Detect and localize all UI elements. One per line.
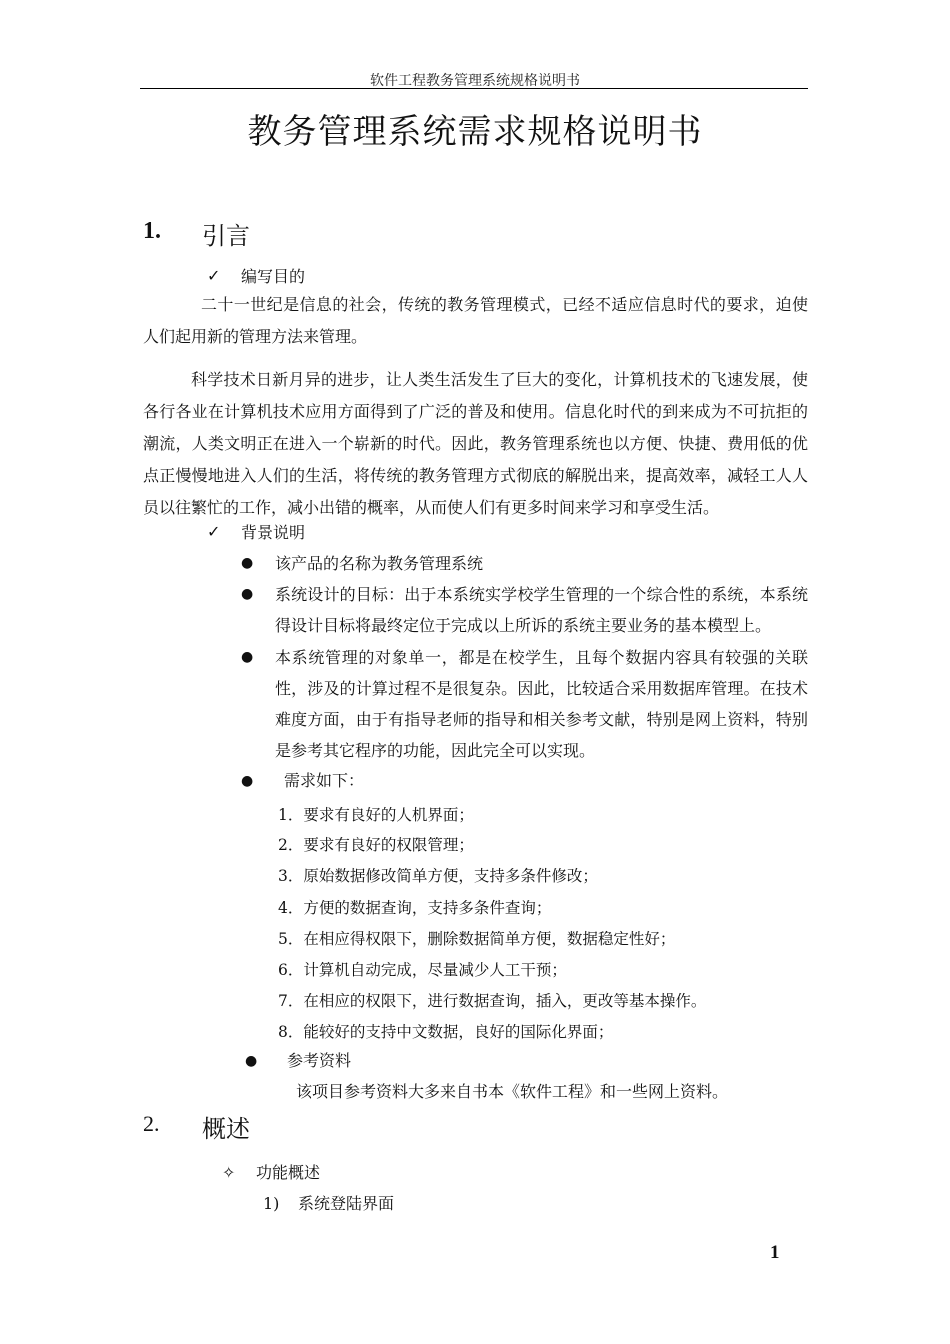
bullet-icon: ●	[241, 773, 254, 789]
requirement-item: 2．要求有良好的权限管理；	[278, 836, 474, 854]
bullet-icon: ●	[241, 555, 254, 571]
background-heading: 背景说明	[241, 523, 306, 542]
section-2-title: 概述	[202, 1115, 250, 1143]
bullet-text-requirements: 需求如下：	[284, 771, 365, 790]
requirement-item: 1．要求有良好的人机界面；	[278, 806, 474, 824]
purpose-heading: 编写目的	[241, 267, 306, 286]
requirement-item: 8．能较好的支持中文数据，良好的国际化界面；	[278, 1023, 614, 1041]
references-text: 该项目参考资料大多来自书本《软件工程》和一些网上资料。	[296, 1082, 729, 1101]
purpose-paragraph-1: 二十一世纪是信息的社会，传统的教务管理模式，已经不适应信息时代的要求，迫使人们起用新的管理方法来管理。	[143, 295, 808, 346]
function-overview-heading: 功能概述	[256, 1163, 321, 1182]
purpose-paragraph-2: 科学技术日新月异的进步，让人类生活发生了巨大的变化，计算机技术的飞速发展，使各行各业在计算机技术应用方面得到了广泛的普及和使用。信息化时代的到来成为不可抗拒的潮流，人类文明正在进入一个崭新的时代。因此，教务管理系统也以方便、快捷、费用低的优点正慢慢地进入人们的生活，将传统的教务管理方式彻底的解脱出来，提高效率，减轻工人人员以往繁忙的工作，减小出错的概率，从而使人们有更多时间来学习和享受生活。	[143, 370, 808, 517]
header-rule	[140, 88, 808, 89]
requirement-item: 4．方便的数据查询，支持多条件查询；	[278, 899, 552, 917]
requirement-item: 6．计算机自动完成，尽量减少人工干预；	[278, 961, 567, 979]
login-item-text: 系统登陆界面	[298, 1194, 395, 1213]
requirement-item: 3．原始数据修改简单方便，支持多条件修改；	[278, 867, 598, 885]
section-1-number: 1.	[143, 218, 161, 244]
checkmark-icon: ✓	[207, 522, 221, 541]
requirement-item: 7．在相应的权限下，进行数据查询，插入，更改等基本操作。	[278, 992, 707, 1010]
login-item-number: 1)	[263, 1194, 280, 1213]
bullet-icon: ●	[241, 586, 254, 602]
bullet-text-product-name: 该产品的名称为教务管理系统	[275, 554, 484, 573]
section-2-number: 2.	[143, 1111, 160, 1136]
bullet-icon: ●	[241, 649, 254, 665]
bullet-icon: ●	[245, 1053, 258, 1069]
bullet-text-references: 参考资料	[287, 1051, 352, 1070]
requirement-item: 5．在相应得权限下，删除数据简单方便，数据稳定性好；	[278, 930, 676, 948]
document-title: 教务管理系统需求规格说明书	[247, 112, 703, 152]
diamond-star-icon: ✧	[222, 1163, 236, 1182]
bullet-text-design-goal: 系统设计的目标：出于本系统实学校学生管理的一个综合性的系统，本系统得设计目标将最终定位于完成以上所诉的系统主要业务的基本模型上。	[275, 585, 808, 635]
checkmark-icon: ✓	[207, 266, 221, 285]
bullet-text-management-object: 本系统管理的对象单一，都是在校学生，且每个数据内容具有较强的关联性，涉及的计算过程不是很复杂。因此，比较适合采用数据库管理。在技术难度方面，由于有指导老师的指导和相关参考文献，特别是网上资料，特别是参考其它程序的功能，因此完全可以实现。	[275, 648, 808, 760]
page-number: 1	[770, 1242, 780, 1263]
section-1-title: 引言	[202, 222, 250, 250]
running-header: 软件工程教务管理系统规格说明书	[370, 73, 580, 89]
